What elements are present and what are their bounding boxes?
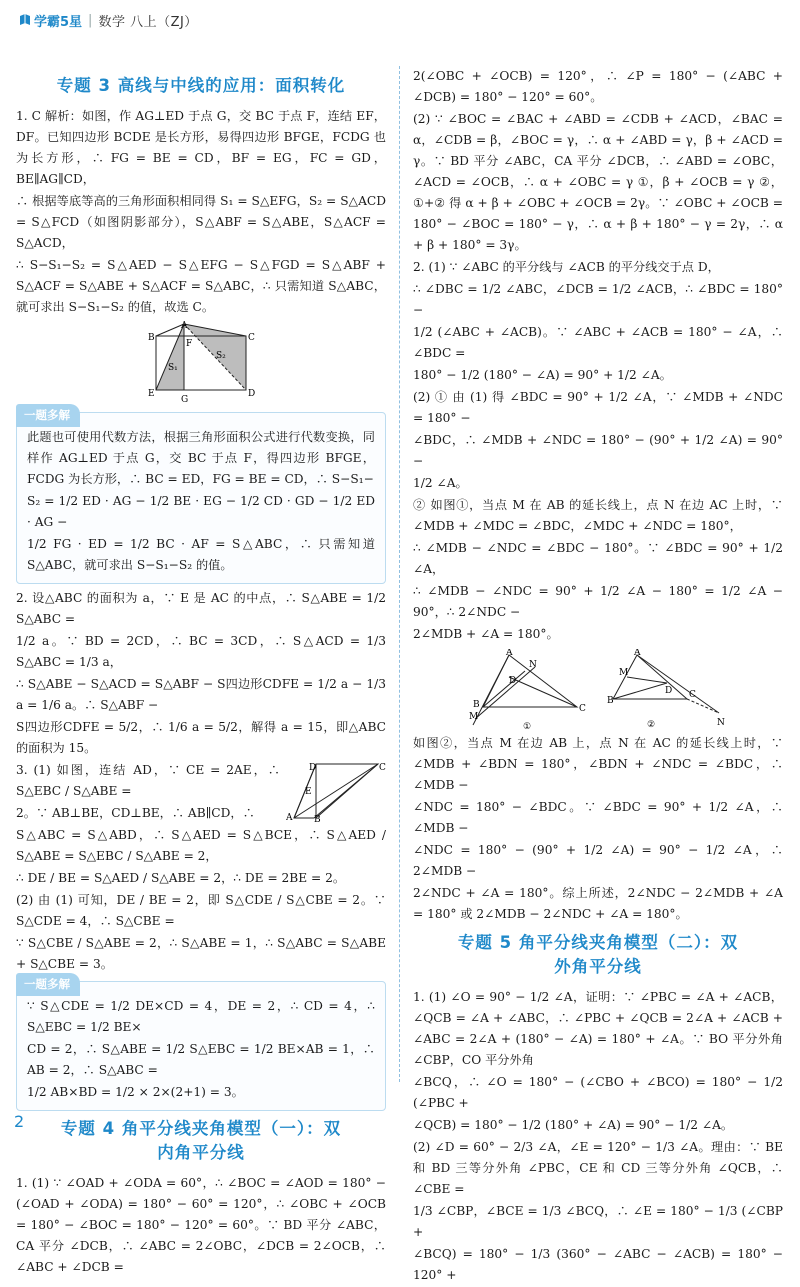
label-s2: S₂ (216, 351, 226, 361)
label-b: B (148, 333, 155, 343)
right-line-14: 如图②，当点 M 在边 AB 上，点 N 在 AC 的延长线上时，∵ ∠MDB + ∠BDN = 180°，∠BDN + ∠NDC = ∠BDC，∴ ∠MDB − (413, 736, 783, 792)
label-d: D (665, 686, 673, 696)
label-f: F (186, 339, 193, 349)
answer-1-part-2: ∴ 根据等底等高的三角形面积相同得 S₁ = S△EFG，S₂ = S△ACD = S△FCD（如图阴影部分），S△ABF = S△ABE，S△ACF = S△ACD， (16, 194, 386, 250)
answer-2-line-2: 1/2 a。∵ BD = 2CD，∴ BC = 3CD，∴ S△ACD = 1/3 S△ABC = 1/3 a， (16, 634, 386, 669)
right-column (413, 66, 783, 1287)
label-e: E (148, 389, 155, 399)
alternative-solution-box-1 (16, 408, 386, 584)
answer-2-line-3: ∴ S△ABE − S△ACD = S△ABF − S四边形CDFE = 1/2 a − 1/3 a = 1/6 a。∴ S△ABF − (16, 677, 386, 712)
alternative-solution-box-2 (16, 977, 386, 1111)
label-n: N (529, 660, 537, 670)
label-d: D (248, 389, 256, 399)
page-number: 2 (14, 1112, 25, 1131)
label-e: E (305, 787, 312, 797)
topic-4-title-line-2: 内角平分线 (157, 1143, 245, 1162)
answer-3-line-6: ∵ S△CBE / S△ABE = 2，∴ S△ABE = 1，∴ S△ABC = S△ABE + S△CBE = 3。 (16, 936, 386, 971)
label-s1: S₁ (168, 363, 178, 373)
right-line-13: 2∠MDB + ∠A = 180°。 (413, 627, 559, 641)
book-icon (18, 13, 32, 27)
label-m: M (469, 712, 479, 722)
page-header (18, 6, 198, 34)
header-divider: | (88, 12, 93, 28)
topic-5-title-line-2: 外角平分线 (554, 957, 642, 976)
right-line-15: ∠NDC = 180° − ∠BDC。∵ ∠BDC = 90° + 1/2 ∠A，∴ ∠MDB − (413, 800, 783, 835)
figure-1 (469, 649, 589, 729)
label-m: M (619, 668, 629, 678)
left-column (16, 68, 386, 1279)
right-line-1: 2(∠OBC + ∠OCB) = 120°，∴ ∠P = 180° − (∠ABC + ∠DCB) = 180° − 120° = 60°。 (413, 69, 783, 104)
alternative-solution-tag: 一题多解 (16, 973, 80, 996)
right-line-4: ∴ ∠DBC = 1/2 ∠ABC，∠DCB = 1/2 ∠ACB，∴ ∠BDC = 180° − (413, 282, 783, 317)
answer-2-line-1: 2. 设△ABC 的面积为 a，∵ E 是 AC 的中点，∴ S△ABE = 1/2 S△ABC = (16, 591, 386, 626)
label-circle-1: ① (523, 722, 532, 729)
right-line-18: 1. (1) ∠O = 90° − 1/2 ∠A，证明：∵ ∠PBC = ∠A + ∠ACB，∠QCB = ∠A + ∠ABC，∴ ∠PBC + ∠QCB = 2∠A + ∠ACB + ∠ABC = 2∠A + (180° − ∠A) = 180° + ∠A。∵ BO 平分外角 ∠CBP，CO 平分外角 (413, 990, 783, 1067)
figure-2 (607, 649, 727, 729)
label-c: C (248, 333, 255, 343)
label-circle-2: ② (647, 720, 656, 729)
label-c: C (689, 690, 696, 700)
label-a: A (181, 321, 188, 331)
right-line-10: ② 如图①，当点 M 在 AB 的延长线上，点 N 在边 AC 上时，∵ ∠MDB + ∠MDC = ∠BDC，∠MDC + ∠NDC = 180°， (413, 498, 783, 533)
figure-rectangle-triangle (146, 320, 256, 406)
answer-3-line-3: S△ABC = S△ABD，∴ S△AED = S△BCE，∴ S△AED / S△ABE = S△EBC / S△ABE = 2， (16, 828, 386, 863)
alt-2-line-3: 1/2 AB×BD = 1/2 × 2×(2+1) = 3。 (27, 1085, 244, 1099)
answer-3-line-4: ∴ DE / BE = S△AED / S△ABE = 2，∴ DE = 2BE = 2。 (16, 871, 346, 885)
alt-2-line-1: ∵ S△CDE = 1/2 DE×CD = 4，DE = 2，∴ CD = 4，∴ S△EBC = 1/2 BE× (27, 999, 375, 1034)
label-c: C (379, 763, 386, 773)
figure-trapezoid (286, 760, 386, 822)
answer-1-part-3: ∴ S−S₁−S₂ = S△AED − S△EFG − S△FGD = S△ABF + S△ACF = S△ABE + S△ACF = S△ABC，∴ 只需知道 S△ABC，就可求出 S−S₁−S₂ 的值，故选 C。 (16, 258, 386, 314)
brand-name: 学霸5星 (34, 14, 83, 30)
alt-1-line-3: 1/2 FG · ED = 1/2 BC · AF = S△ABC，∴ 只需知道 S△ABC，就可求出 S−S₁−S₂ 的值。 (27, 537, 375, 572)
right-line-11: ∴ ∠MDB − ∠NDC = ∠BDC − 180°。∵ ∠BDC = 90° + 1/2 ∠A， (413, 541, 783, 576)
right-line-3: 2. (1) ∵ ∠ABC 的平分线与 ∠ACB 的平分线交于点 D， (413, 260, 720, 274)
column-divider (399, 66, 400, 1082)
label-a: A (506, 649, 513, 658)
label-b: B (607, 696, 614, 706)
brand-logo (18, 11, 82, 30)
figure-row-angle-bisectors (413, 649, 783, 729)
answer-2-line-4: S四边形CDFE = 5/2，∴ 1/6 a = 5/2，解得 a = 15，即△ABC 的面积为 15。 (16, 720, 386, 755)
right-line-17: 2∠NDC + ∠A = 180°。综上所述，2∠NDC − 2∠MDB + ∠A = 180° 或 2∠MDB − 2∠NDC + ∠A = 180°。 (413, 886, 783, 921)
right-line-19: ∠BCQ，∴ ∠O = 180° − (∠CBO + ∠BCO) = 180° − 1/2 (∠PBC + (413, 1075, 783, 1110)
right-line-20: ∠QCB) = 180° − 1/2 (180° + ∠A) = 90° − 1/2 ∠A。 (413, 1118, 734, 1132)
right-line-21: (2) ∠D = 60° − 2/3 ∠A，∠E = 120° − 1/3 ∠A。理由：∵ BE 和 BD 三等分外角 ∠PBC，CE 和 CD 三等分外角 ∠QCB，∴ ∠CBE = (413, 1140, 783, 1196)
right-line-6: 180° − 1/2 (180° − ∠A) = 90° + 1/2 ∠A。 (413, 368, 672, 382)
right-line-23: ∠BCQ) = 180° − 1/3 (360° − ∠ABC − ∠ACB) = 180° − 120° + (413, 1247, 783, 1282)
right-line-9: 1/2 ∠A。 (413, 476, 468, 490)
answer-3-line-2: 2。∵ AB⊥BE，CD⊥BE，∴ AB∥CD，∴ (16, 806, 255, 820)
label-c: C (579, 704, 586, 714)
right-line-12: ∴ ∠MDB − ∠NDC = 90° + 1/2 ∠A − 180° = 1/2 ∠A − 90°，∴ 2∠NDC − (413, 584, 783, 619)
label-d: D (309, 763, 317, 773)
label-b: B (314, 815, 321, 822)
answer-3-line-5: (2) 由 (1) 可知，DE / BE = 2，即 S△CDE / S△CBE = 2。∵ S△CDE = 4，∴ S△CBE = (16, 893, 386, 928)
answer-3-line-1: 3. (1) 如图，连结 AD，∵ CE = 2AE，∴ S△EBC / S△ABE = (16, 763, 280, 798)
label-d: D (509, 676, 517, 686)
topic-5-title-line-1: 专题 5 角平分线夹角模型（二）：双 (457, 933, 739, 952)
label-b: B (473, 700, 480, 710)
alt-1-line-1: 此题也可使用代数方法，根据三角形面积公式进行代数变换，同样作 AG⊥ED 于点 G，交 BC 于点 F，得四边形 BFGE，FCDG 为长方形，∴ BC = ED，FG = BE = CD，∴ S−S₁− (27, 430, 375, 486)
label-a: A (286, 813, 293, 822)
right-line-22: 1/3 ∠CBP，∠BCE = 1/3 ∠BCQ，∴ ∠E = 180° − 1/3 (∠CBP + (413, 1204, 783, 1239)
header-subtitle: 数学 八上（ZJ） (98, 14, 198, 30)
topic-4-title-line-1: 专题 4 角平分线夹角模型（一）：双 (60, 1119, 342, 1138)
right-line-2: (2) ∵ ∠BOC = ∠BAC + ∠ABD = ∠CDB + ∠ACD，∠BAC = α，∠CDB = β，∠BOC = γ，∴ α + ∠ABD = γ，β + ∠ACD = γ。∵ BD 平分 ∠ABC，CA 平分 ∠DCB，∴ ∠ABD = ∠OBC，∠ACD = ∠OCB，∴ α + ∠OBC = γ ①，β + ∠OCB = γ ②，①+② 得 α + β + ∠OBC + ∠OCB = 2γ。∵ ∠OBC + ∠OCB = 180° − ∠BOC = 180° − γ，∴ α + β + 180° − γ = 2γ，∴ α + β + 180° = 3γ。 (413, 112, 783, 252)
label-g: G (181, 395, 189, 405)
alt-2-line-2: CD = 2，∴ S△ABE = 1/2 S△EBC = 1/2 BE×AB = 1，∴ AB = 2，∴ S△ABC = (27, 1042, 375, 1077)
topic-3-title: 专题 3 高线与中线的应用：面积转化 (56, 76, 346, 95)
answer-1-part-1: 1. C 解析：如图，作 AG⊥ED 于点 G，交 BC 于点 F，连结 EF，DF。已知四边形 BCDE 是长方形，易得四边形 BFGE，FCDG 也为长方形，∴ FG = BE = CD，BF = EG，FC = GD，BE∥AG∥CD， (16, 109, 386, 186)
right-line-8: ∠BDC，∴ ∠MDB + ∠NDC = 180° − (90° + 1/2 ∠A) = 90° − (413, 433, 783, 468)
label-a: A (634, 649, 641, 658)
alt-1-line-2: S₂ = 1/2 ED · AG − 1/2 BE · EG − 1/2 CD · GD − 1/2 ED · AG − (27, 494, 375, 529)
topic-4-answer-1: 1. (1) ∵ ∠OAD + ∠ODA = 60°，∴ ∠BOC = ∠AOD = 180° − (∠OAD + ∠ODA) = 180° − 60° = 120°，∴ ∠OBC + ∠OCB = 180° − ∠BOC = 180° − 120° = 60°。∵ BD 平分 ∠ABC，CA 平分 ∠DCB，∴ ∠ABC = 2∠OBC，∠DCB = 2∠OCB，∴ ∠ABC + ∠DCB = (16, 1176, 386, 1274)
right-line-5: 1/2 (∠ABC + ∠ACB)。∵ ∠ABC + ∠ACB = 180° − ∠A，∴ ∠BDC = (413, 325, 783, 360)
topic-5-title (413, 931, 783, 979)
right-line-7: (2) ① 由 (1) 得 ∠BDC = 90° + 1/2 ∠A，∵ ∠MDB + ∠NDC = 180° − (413, 390, 783, 425)
alternative-solution-tag: 一题多解 (16, 404, 80, 427)
topic-4-title (16, 1117, 386, 1165)
right-line-16: ∠NDC = 180° − (90° + 1/2 ∠A) = 90° − 1/2 ∠A，∴ 2∠MDB − (413, 843, 783, 878)
label-n: N (717, 718, 725, 728)
